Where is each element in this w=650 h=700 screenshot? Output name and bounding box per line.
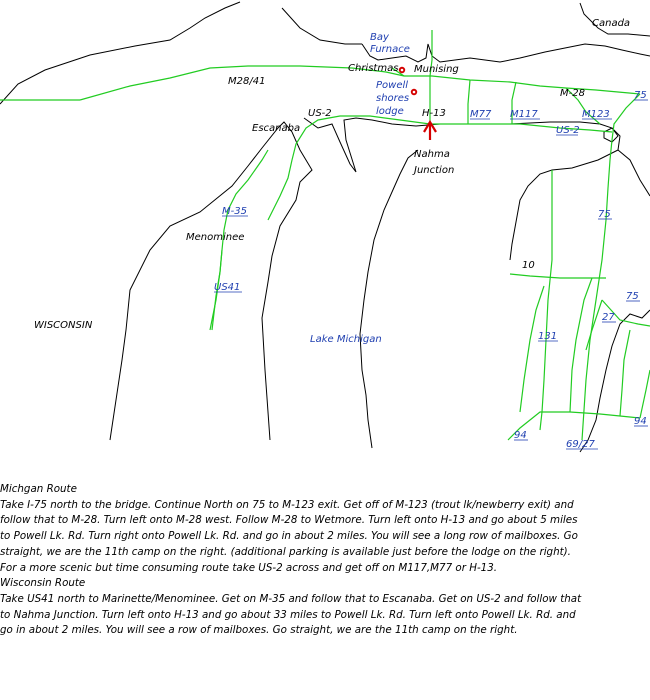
lower-peninsula-west xyxy=(360,150,418,448)
road-94 xyxy=(508,412,640,440)
road-i75 xyxy=(582,94,640,440)
lake-huron-shore xyxy=(618,150,650,196)
road-131 xyxy=(540,170,552,430)
route-label-27: 27 xyxy=(602,312,615,323)
saginaw-bay xyxy=(580,310,650,452)
bay-de-noc-west xyxy=(110,122,312,440)
michigan-route-line: to Powell Lk. Rd. Turn right onto Powell Lk. Rd. and go in about 2 miles. You will see a long row of mailboxes. Go xyxy=(0,530,578,543)
label-canada: Canada xyxy=(592,18,631,29)
route-label-94-west: 94 xyxy=(514,430,527,441)
michigan-route-line: straight, we are the 11th camp on the right. (additional parking is available just before the lodge on the right). xyxy=(0,545,571,558)
label-bay-furnace-1: Bay xyxy=(370,32,389,43)
road-local-1 xyxy=(520,286,544,412)
route-label-m123: M123 xyxy=(582,109,610,120)
road-27 xyxy=(586,300,602,350)
label-powell-1: Powell xyxy=(376,80,409,91)
wisconsin-route-line: to Nahma Junction. Turn left onto H-13 and go about 33 miles to Powell Lk. Rd. Turn left onto Powell Lk. Rd. and xyxy=(0,608,576,621)
roads xyxy=(0,30,650,440)
michigan-route-line: Take I-75 north to the bridge. Continue North on 75 to M-123 exit. Get off of M-123 (trout lk/newberry exit) and xyxy=(0,498,574,511)
route-label-us2-west: US-2 xyxy=(308,108,332,119)
route-label-h13: H-13 xyxy=(422,108,446,119)
route-label-131: 131 xyxy=(538,331,558,342)
road-local-2 xyxy=(570,278,592,412)
route-label-m117: M117 xyxy=(510,109,538,120)
route-label-10: 10 xyxy=(522,260,535,271)
road-local-3 xyxy=(620,330,630,416)
route-label-94-east: 94 xyxy=(634,416,647,427)
route-label-m35: M-35 xyxy=(222,206,247,217)
route-label-us2-east: US-2 xyxy=(556,125,580,136)
road-10 xyxy=(510,274,606,278)
label-bay-furnace-2: Furnace xyxy=(370,44,410,55)
route-label-i75-south: 75 xyxy=(626,291,639,302)
route-label-m28: M-28 xyxy=(560,88,585,99)
wisconsin-route-line: Take US41 north to Marinette/Menominee. Get on M-35 and follow that to Escanaba. Get on US-2 and follow that xyxy=(0,592,582,605)
route-label-i75-north: 75 xyxy=(634,90,647,101)
route-label-us41: US41 xyxy=(214,282,241,293)
label-christmas: Christmas xyxy=(348,63,399,74)
wisconsin-route-line: go in about 2 miles. You will see a row of mailboxes. Go straight, we are the 11th camp on the right. xyxy=(0,624,518,637)
label-powell-2: shores xyxy=(376,93,410,104)
label-escanaba: Escanaba xyxy=(252,123,301,134)
label-powell-3: lodge xyxy=(376,106,404,117)
road-local-4 xyxy=(640,370,650,418)
label-lake-michigan: Lake Michigan xyxy=(310,334,382,345)
mackinac-island xyxy=(604,128,618,142)
powell-shores-lodge-marker xyxy=(411,89,417,95)
michigan-route-heading: Michgan Route xyxy=(0,483,77,495)
label-menominee: Menominee xyxy=(186,232,245,243)
label-nahma-2: Junction xyxy=(414,165,455,176)
label-munising: Munising xyxy=(414,64,459,75)
bay-furnace-marker xyxy=(399,67,405,73)
route-label-i75-mid: 75 xyxy=(598,209,611,220)
directions-text xyxy=(0,482,650,639)
keweenaw-south-shore xyxy=(282,8,362,44)
label-wisconsin: WISCONSIN xyxy=(34,320,93,331)
route-label-m77: M77 xyxy=(470,109,492,120)
michigan-route-line: follow that to M-28. Turn left onto M-28 west. Follow M-28 to Wetmore. Turn left onto H-13 and go about 5 miles xyxy=(0,514,578,527)
route-label-m28-41: M28/41 xyxy=(228,76,266,87)
michigan-route-line: For a more scenic but time consuming route take US-2 across and get off on M117,M77 or H-13. xyxy=(0,561,498,574)
label-nahma-1: Nahma xyxy=(414,149,450,160)
wisconsin-route-heading: Wisconsin Route xyxy=(0,577,86,590)
lower-peninsula-north xyxy=(510,150,618,260)
route-label-69-27: 69/27 xyxy=(566,439,595,450)
